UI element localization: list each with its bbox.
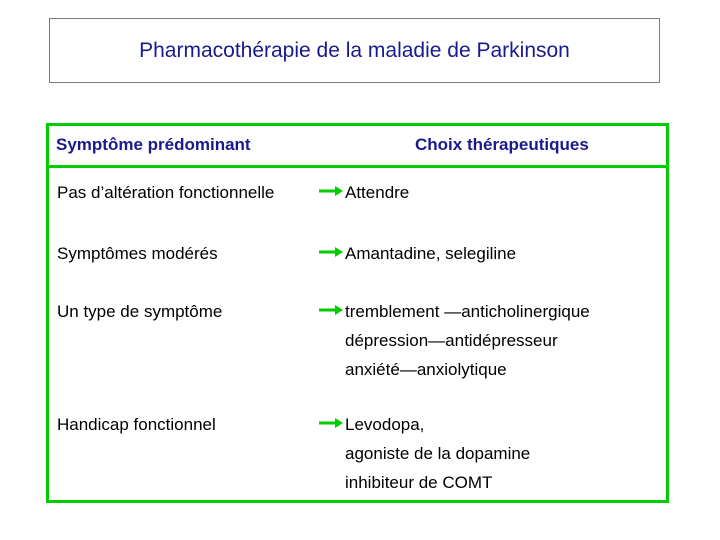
- header-symptom: Symptôme prédominant: [56, 135, 251, 154]
- treatment-line: anxiété—anxiolytique: [345, 360, 507, 379]
- row-treatments: [345, 178, 409, 207]
- row-symptom: Un type de symptôme: [57, 302, 223, 321]
- treatment-line: tremblement —anticholinergique: [345, 302, 590, 321]
- row-symptom: Symptômes modérés: [57, 244, 218, 263]
- right-arrow-icon: [318, 185, 344, 197]
- row-treatments: [345, 297, 590, 384]
- right-arrow-icon: [318, 417, 344, 429]
- row-treatments: [345, 239, 516, 268]
- treatment-line: Levodopa,: [345, 415, 425, 434]
- right-arrow-icon: [318, 246, 344, 258]
- treatment-line: inhibiteur de COMT: [345, 473, 493, 492]
- row-symptom: Pas d’altération fonctionnelle: [57, 183, 275, 202]
- treatment-line: Attendre: [345, 183, 410, 202]
- treatment-line: dépression—antidépresseur: [345, 331, 558, 350]
- right-arrow-icon: [318, 304, 344, 316]
- table-header: [49, 126, 666, 168]
- treatment-line: agoniste de la dopamine: [345, 444, 531, 463]
- title-box: [49, 18, 660, 83]
- therapy-table: [46, 123, 669, 503]
- treatment-line: Amantadine, selegiline: [345, 244, 517, 263]
- row-treatments: [345, 410, 530, 497]
- header-treatment: Choix thérapeutiques: [415, 135, 589, 154]
- page-title: Pharmacothérapie de la maladie de Parkinson: [139, 38, 570, 62]
- row-symptom: Handicap fonctionnel: [57, 415, 216, 434]
